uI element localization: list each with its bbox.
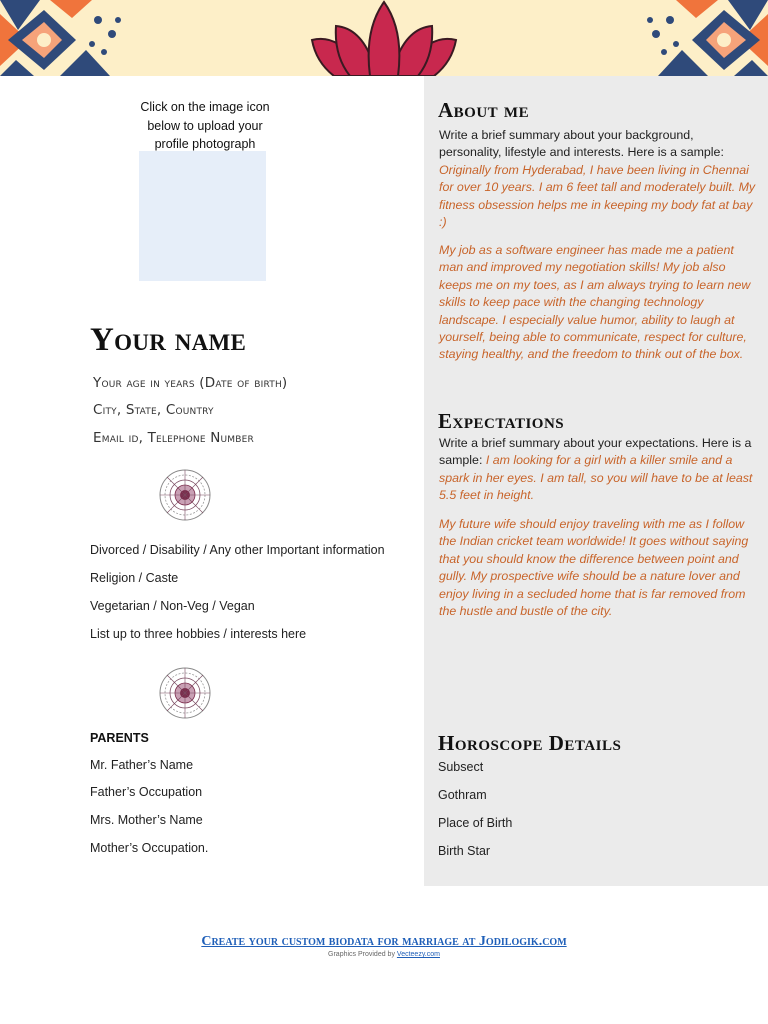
header-banner xyxy=(0,0,768,76)
about-intro: Write a brief summary about your background, personality, lifestyle and interests. Here is a sample: xyxy=(439,128,724,160)
horoscope-item: Place of Birth xyxy=(438,816,513,830)
profile-age: Your age in years (Date of birth) xyxy=(93,375,288,391)
about-sample-2: My job as a software engineer has made me a patient man and improved my negotiation skills! My job also keeps me on my toes, as I am always trying to learn new skills to keep pace with the changing technology landscape. I especially value humor, ability to laugh at yourself, being able to communicate, respect for culture, staying healthy, and the freedom to think out of the box. xyxy=(439,243,751,362)
parent-line: Mother’s Occupation. xyxy=(90,841,209,855)
detail-line: Religion / Caste xyxy=(90,571,179,585)
expectations-paragraph-1 xyxy=(439,435,757,505)
detail-line: List up to three hobbies / interests here xyxy=(90,627,307,641)
horoscope-heading: Horoscope Details xyxy=(438,731,622,755)
parent-line: Mr. Father’s Name xyxy=(90,758,194,772)
upload-note-line: Click on the image icon xyxy=(140,100,270,114)
about-paragraph-2 xyxy=(439,242,757,364)
mandala-icon xyxy=(159,667,211,719)
mandala-icon xyxy=(159,469,211,521)
credit-line xyxy=(0,951,768,958)
upload-note-line: profile photograph xyxy=(154,137,256,151)
left-pattern xyxy=(0,0,130,76)
upload-instructions xyxy=(118,98,292,154)
about-heading: About me xyxy=(438,98,530,122)
lotus-icon xyxy=(306,0,462,76)
profile-location: City, State, Country xyxy=(93,402,214,418)
profile-contact: Email id, Telephone Number xyxy=(93,430,254,446)
horoscope-item: Gothram xyxy=(438,788,487,802)
horoscope-item: Subsect xyxy=(438,760,484,774)
parents-heading: PARENTS xyxy=(90,731,149,745)
upload-note-line: below to upload your xyxy=(147,118,263,133)
credit-link[interactable]: Vecteezy.com xyxy=(396,951,440,958)
footer-link[interactable]: Create your custom biodata for marriage at Jodilogik.com xyxy=(201,934,567,949)
expectations-sample-2: My future wife should enjoy traveling with me as I follow the Indian cricket team worldwide! It goes without saying that you should know the difference between point and gully. My prospective wife should be a nature lover and enjoy living in a secluded home that is far removed from the hustle and bustle of the city. xyxy=(439,517,749,619)
expectations-heading: Expectations xyxy=(438,409,565,433)
parent-line: Mrs. Mother’s Name xyxy=(90,813,203,827)
detail-line: Divorced / Disability / Any other Important information xyxy=(90,543,385,557)
about-paragraph-1 xyxy=(439,127,757,231)
expectations-sample-1: I am looking for a girl with a killer smile and a spark in her eyes. I am tall, so you will have to be at least 5.5 feet in height. xyxy=(439,453,753,503)
about-sample-1: Originally from Hyderabad, I have been living in Chennai for over 10 years. I am 6 feet tall and moderately built. My fitness obsession helps me in keeping my body fat at bay :) xyxy=(439,162,756,230)
right-pattern xyxy=(638,0,768,76)
expectations-paragraph-2 xyxy=(439,516,757,620)
profile-name: Your name xyxy=(90,322,247,358)
horoscope-item: Birth Star xyxy=(438,844,491,858)
detail-line: Vegetarian / Non-Veg / Vegan xyxy=(90,599,255,613)
credit-prefix: Graphics Provided by xyxy=(328,951,395,958)
profile-photo-placeholder[interactable] xyxy=(139,151,266,281)
expectations-intro: Write a brief summary about your expectations. Here is a sample: xyxy=(439,436,752,468)
parent-line: Father’s Occupation xyxy=(90,785,203,799)
